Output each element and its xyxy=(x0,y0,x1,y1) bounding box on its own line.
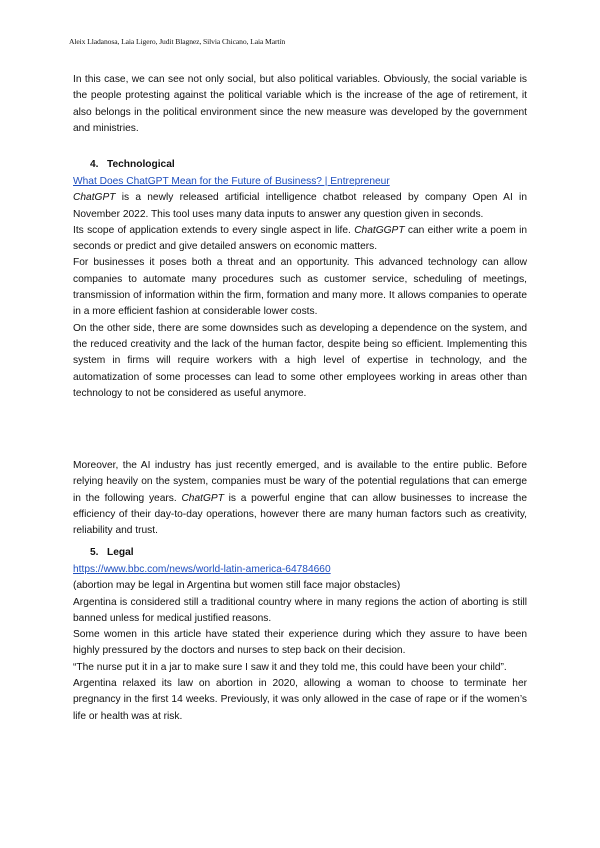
legal-paragraph-2: Argentina is considered still a traditional country where in many regions the action of aborting is still banned unless for medical justified reasons. xyxy=(73,596,527,624)
bbc-article-link[interactable]: https://www.bbc.com/news/world-latin-america-64784660 xyxy=(73,564,331,575)
tech-paragraph-2: Its scope of application extends to every single aspect in life. ChatGGPT can either write a poem in seconds or predict and give detailed answers on economic matters. xyxy=(73,224,527,253)
chatgpt-term: ChatGPT xyxy=(73,192,116,204)
tech-paragraph-1: ChatGPT is a newly released artificial intelligence chatbot released by company Open AI in November 2022. This tool uses many data inputs to answer any question given in seconds. xyxy=(73,192,527,220)
legal-paragraph-5: Argentina relaxed its law on abortion in 2020, allowing a woman to choose to terminate her pregnancy in the first 14 weeks. Previously, it was only allowed in the case of rape or if the women’s life or health was at risk. xyxy=(73,678,527,722)
section-heading-technological: 4. Technological xyxy=(90,159,175,170)
tech-paragraph-5: Moreover, the AI industry has just recently emerged, and is available to the entire public. Before relying heavily on the system, companies must be wary of the potential regulations that can emerge in the following years. ChatGPT is a powerful engine that can allow businesses to increase the efficiency of their day-to-day operations, however there are many human factors such as creativity, reliability and trust. xyxy=(73,460,527,537)
section-heading-legal: 5. Legal xyxy=(90,547,134,558)
legal-section xyxy=(73,562,527,725)
legal-paragraph-1: (abortion may be legal in Argentina but women still face major obstacles) xyxy=(73,580,401,592)
chatggpt-term: ChatGGPT xyxy=(354,224,405,236)
technological-section xyxy=(73,174,527,402)
entrepreneur-article-link[interactable]: What Does ChatGPT Mean for the Future of Business? | Entrepreneur xyxy=(73,176,390,187)
intro-paragraph xyxy=(73,72,527,137)
legal-quote: “The nurse put it in a jar to make sure I saw it and they told me, this could have been your child”. xyxy=(73,661,507,673)
chatgpt-term-2: ChatGPT xyxy=(181,492,224,504)
legal-paragraph-3: Some women in this article have stated their experience during which they assure to have been highly pressured by the doctors and nurses to step back on their decision. xyxy=(73,629,527,657)
tech-paragraph-4: On the other side, there are some downsides such as developing a dependence on the system, and the reduced creativity and the lack of the human factor, despite being so efficient. Implementing this system in firms will require workers with a high level of expertise in technology, and the automatization of some processes can lead to some other employees working in areas other than technology to not be considered as useful anymore. xyxy=(73,322,527,399)
intro-text: In this case, we can see not only social, but also political variables. Obviously, the social variable is the people protesting against the political variable which is the increase of the age of retirement, it also belongs in the political environment since the new measure was developed by the government and ministries. xyxy=(73,74,527,134)
tech-paragraph-3: For businesses it poses both a threat and an opportunity. This advanced technology can allow companies to automate many procedures such as customer service, scheduling of meetings, transmission of information within the firm, formation and many more. It allows companies to operate in a more efficient fashion at considerable lower costs. xyxy=(73,257,527,318)
page-header-authors: Aleix Lladanosa, Laia Ligero, Judit Blagnez, Silvia Chicano, Laia Martín xyxy=(69,37,286,46)
